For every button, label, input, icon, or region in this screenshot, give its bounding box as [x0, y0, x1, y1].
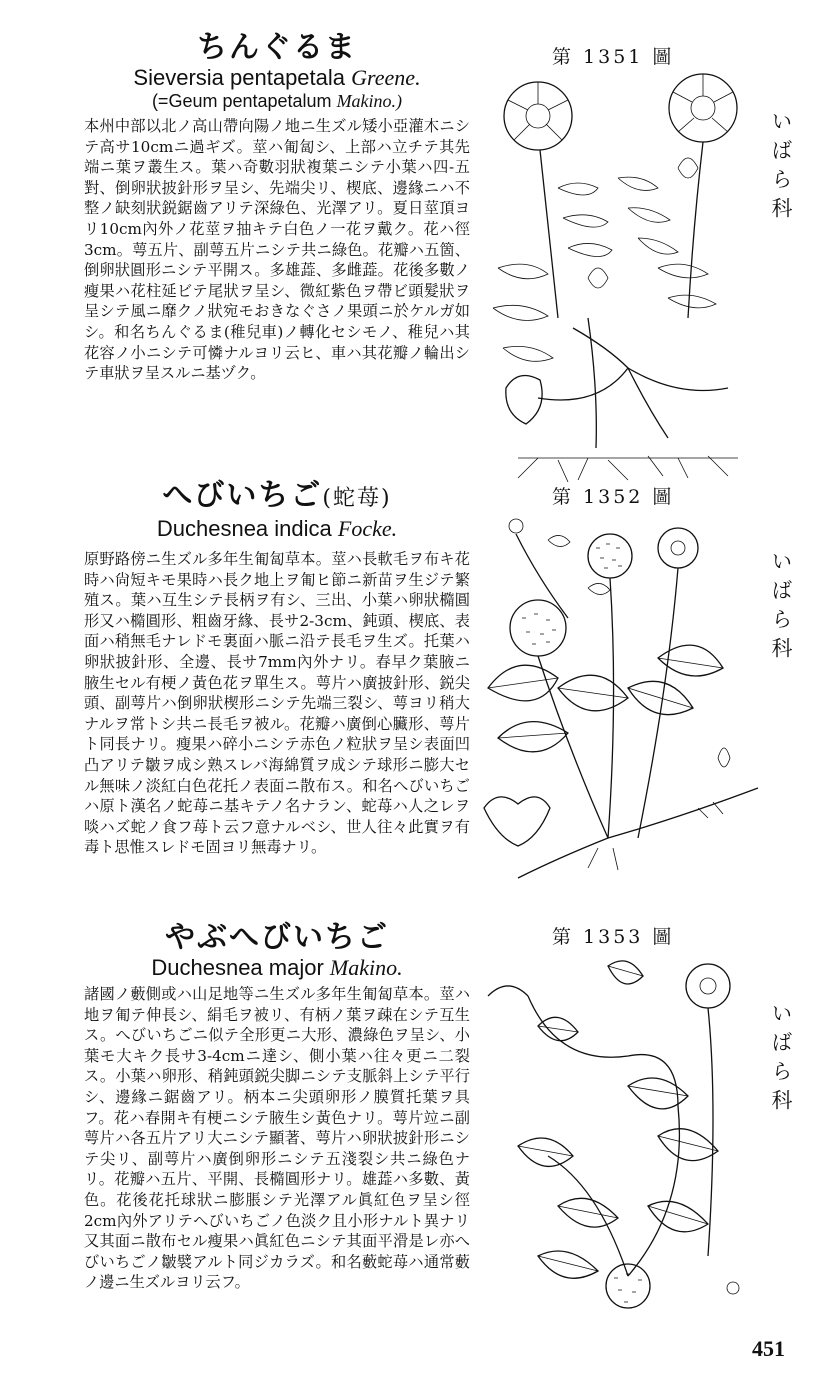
leaves-drawing — [518, 961, 718, 1278]
hebiichigo-illustration — [478, 518, 768, 888]
petal-detail — [506, 376, 542, 425]
synonym-text: (=Geum pentapetalum — [151, 91, 332, 111]
flower-drawing — [509, 519, 698, 568]
family-label: いばら科 — [769, 1002, 793, 1118]
entry-text — [84, 920, 470, 1293]
flower-drawing — [504, 74, 737, 150]
scientific-name — [84, 66, 470, 90]
stem-drawing — [516, 534, 758, 878]
leaves-drawing — [493, 158, 716, 361]
entry-text — [84, 30, 470, 384]
description: 本州中部以北ノ高山帶向陽ノ地ニ生ズル矮小亞灌木ニシテ高サ10cmニ過ギズ。莖ハ匍匐シ、上部ハ立チテ其先端ニ葉ヲ叢生ス。葉ハ奇數羽狀複葉ニシテ小葉ハ四-五對、倒卵狀披針形ヲ呈シ、先端尖リ、楔底、邊緣ニハ不整ノ缺刻狀鋭鋸齒アリテ深綠色、光澤アリ。夏日莖頂ヨリ10cm內外ノ花莖ヲ抽キテ白色ノ一花ヲ戴ク。花ハ徑3cm。萼五片、副萼五片ニシテ共ニ綠色。花瓣ハ五箇、倒卵狀圓形ニシテ平開ス。多雄蕋、多雌蕋。花後多數ノ瘦果ハ花柱延ビテ尾狀ヲ呈シ、微紅紫色ヲ帶ビ頭髮狀ヲ呈シテ風ニ靡クノ狀宛モおきなぐさノ果頭ニ於ケルガ如シ。和名ちんぐるま(稚兒車)ノ轉化セシモノ、稚兒ハ其花容ノ小ニシテ可憐ナルヨリ云ヒ、車ハ其花瓣ノ輪出シテ車狀ヲ呈スルニ基ヅク。 — [84, 117, 470, 383]
yabuhebiichigo-illustration — [478, 956, 768, 1336]
scientific-name — [84, 517, 470, 541]
synonym-author: Makino.) — [336, 91, 403, 111]
stem-drawing — [488, 986, 713, 1276]
figure-number: 第 1352 圖 — [552, 486, 675, 508]
japanese-name-text: へびいちご — [162, 478, 323, 513]
japanese-name — [84, 920, 470, 956]
chinguruma-illustration — [478, 68, 768, 486]
author-name: Focke. — [337, 516, 398, 541]
scientific-name — [84, 956, 470, 980]
petal-detail — [484, 797, 550, 846]
scientific-name-text: Duchesnea indica — [156, 516, 332, 541]
page-number: 451 — [752, 1336, 785, 1361]
scientific-name-text: Sieversia pentapetala — [133, 65, 346, 90]
entry-text — [84, 478, 470, 858]
family-label: いばら科 — [769, 550, 793, 666]
description: 原野路傍ニ生ズル多年生匍匐草本。莖ハ長軟毛ヲ布キ花時ハ尙短キモ果時ハ長ク地上ヲ匍ヒ節ニ新苗ヲ生ジテ繁殖ス。葉ハ互生シテ長柄ヲ有シ、三出、小葉ハ卵狀橢圓形又ハ橢圓形、粗齒牙緣、長サ2-3cm、鈍頭、楔底、表面ハ稍無毛ナレドモ裏面ハ脈ニ沿テ長毛ヲ生ズ。托葉ハ卵狀披針形、全邊、長サ7mm內外ナリ。春早ク葉腋ニ腋生セル有梗ノ黃色花ヲ單生ス。萼片ハ廣披針形、鋭尖頭、副萼片ハ倒卵狀楔形ニシテ先端三裂シ、萼ヨリ稍大ナルヲ常トシ共ニ長毛ヲ被ル。花瓣ハ廣倒心臟形、萼片ト同長ナリ。瘦果ハ碎小ニシテ赤色ノ粒狀ヲ呈シ表面凹凸アリテ皺ヲ成シ熟スレバ海綿質ヲ成シテ球形ニ膨大セル無味ノ淡紅白色花托ノ表面ニ散布ス。和名へびいちごハ原ト漢名ノ蛇苺ニ基キテノ名ナラン、蛇苺ハ人之レヲ啖ハズ蛇ノ食フ苺ト云フ意ナルベシ、世人往々此實ヲ有毒ト思惟スレドモ固ヨリ無毒ナリ。 — [84, 550, 470, 857]
family-label: いばら科 — [769, 110, 793, 226]
scientific-name-text: Duchesnea major — [151, 955, 324, 980]
figure-number: 第 1351 圖 — [552, 46, 675, 68]
author-name: Makino. — [329, 955, 403, 980]
kanji-name: (蛇苺) — [322, 486, 392, 511]
japanese-name — [84, 478, 470, 517]
entry-yabuhebiichigo — [0, 920, 840, 1360]
japanese-name — [84, 30, 470, 66]
synonym-name — [84, 90, 470, 112]
japanese-name-text: ちんぐるま — [197, 30, 357, 65]
entry-chinguruma — [0, 30, 840, 470]
author-name: Greene. — [351, 65, 421, 90]
fruit-drawing — [510, 534, 632, 656]
japanese-name-text: やぶへびいちご — [165, 920, 389, 955]
figure-number: 第 1353 圖 — [552, 926, 675, 948]
entry-hebiichigo — [0, 478, 840, 908]
description: 諸國ノ藪側或ハ山足地等ニ生ズル多年生匍匐草本。莖ハ地ヲ匍テ伸長シ、絹毛ヲ被リ、有柄ノ葉ヲ疎在シテ互生ス。へびいちごニ似テ全形更ニ大形、濃綠色ヲ呈シ、小葉モ大キク長サ3-4cmニ達シ、側小葉ハ往々更ニ二裂ス。小葉ハ卵形、稍鈍頭鋭尖脚ニシテ支脈斜上シテ平行シ、邊緣ニ鋸齒アリ。柄本ニ尖頭卵形ノ膜質托葉ヲ具フ。花ハ春開キ有梗ニシテ腋生シ黃色ナリ。萼片竝ニ副萼片ハ各五片アリ大ニシテ顯著、萼片ハ卵狀披針形ニシテ尖リ、副萼片ハ廣倒卵形ニシテ五淺裂シ共ニ綠色ナリ。花瓣ハ五片、平開、長橢圓形ナリ。雄蕋ハ多數、黃色。花後花托球狀ニ膨脹シテ光澤アル眞紅色ヲ呈シ徑2cm內外アリテへびいちごノ色淡ク且小形ナルト異ナリ又其面ニ散布セル瘦果ハ眞紅色ニシテ其面平滑是レ亦へびいちごノ皺襞アルト同ジカラズ。和名藪蛇苺ハ通常藪ノ邊ニ生ズルヨリ云フ。 — [84, 985, 470, 1292]
flower-drawing — [686, 964, 730, 1008]
